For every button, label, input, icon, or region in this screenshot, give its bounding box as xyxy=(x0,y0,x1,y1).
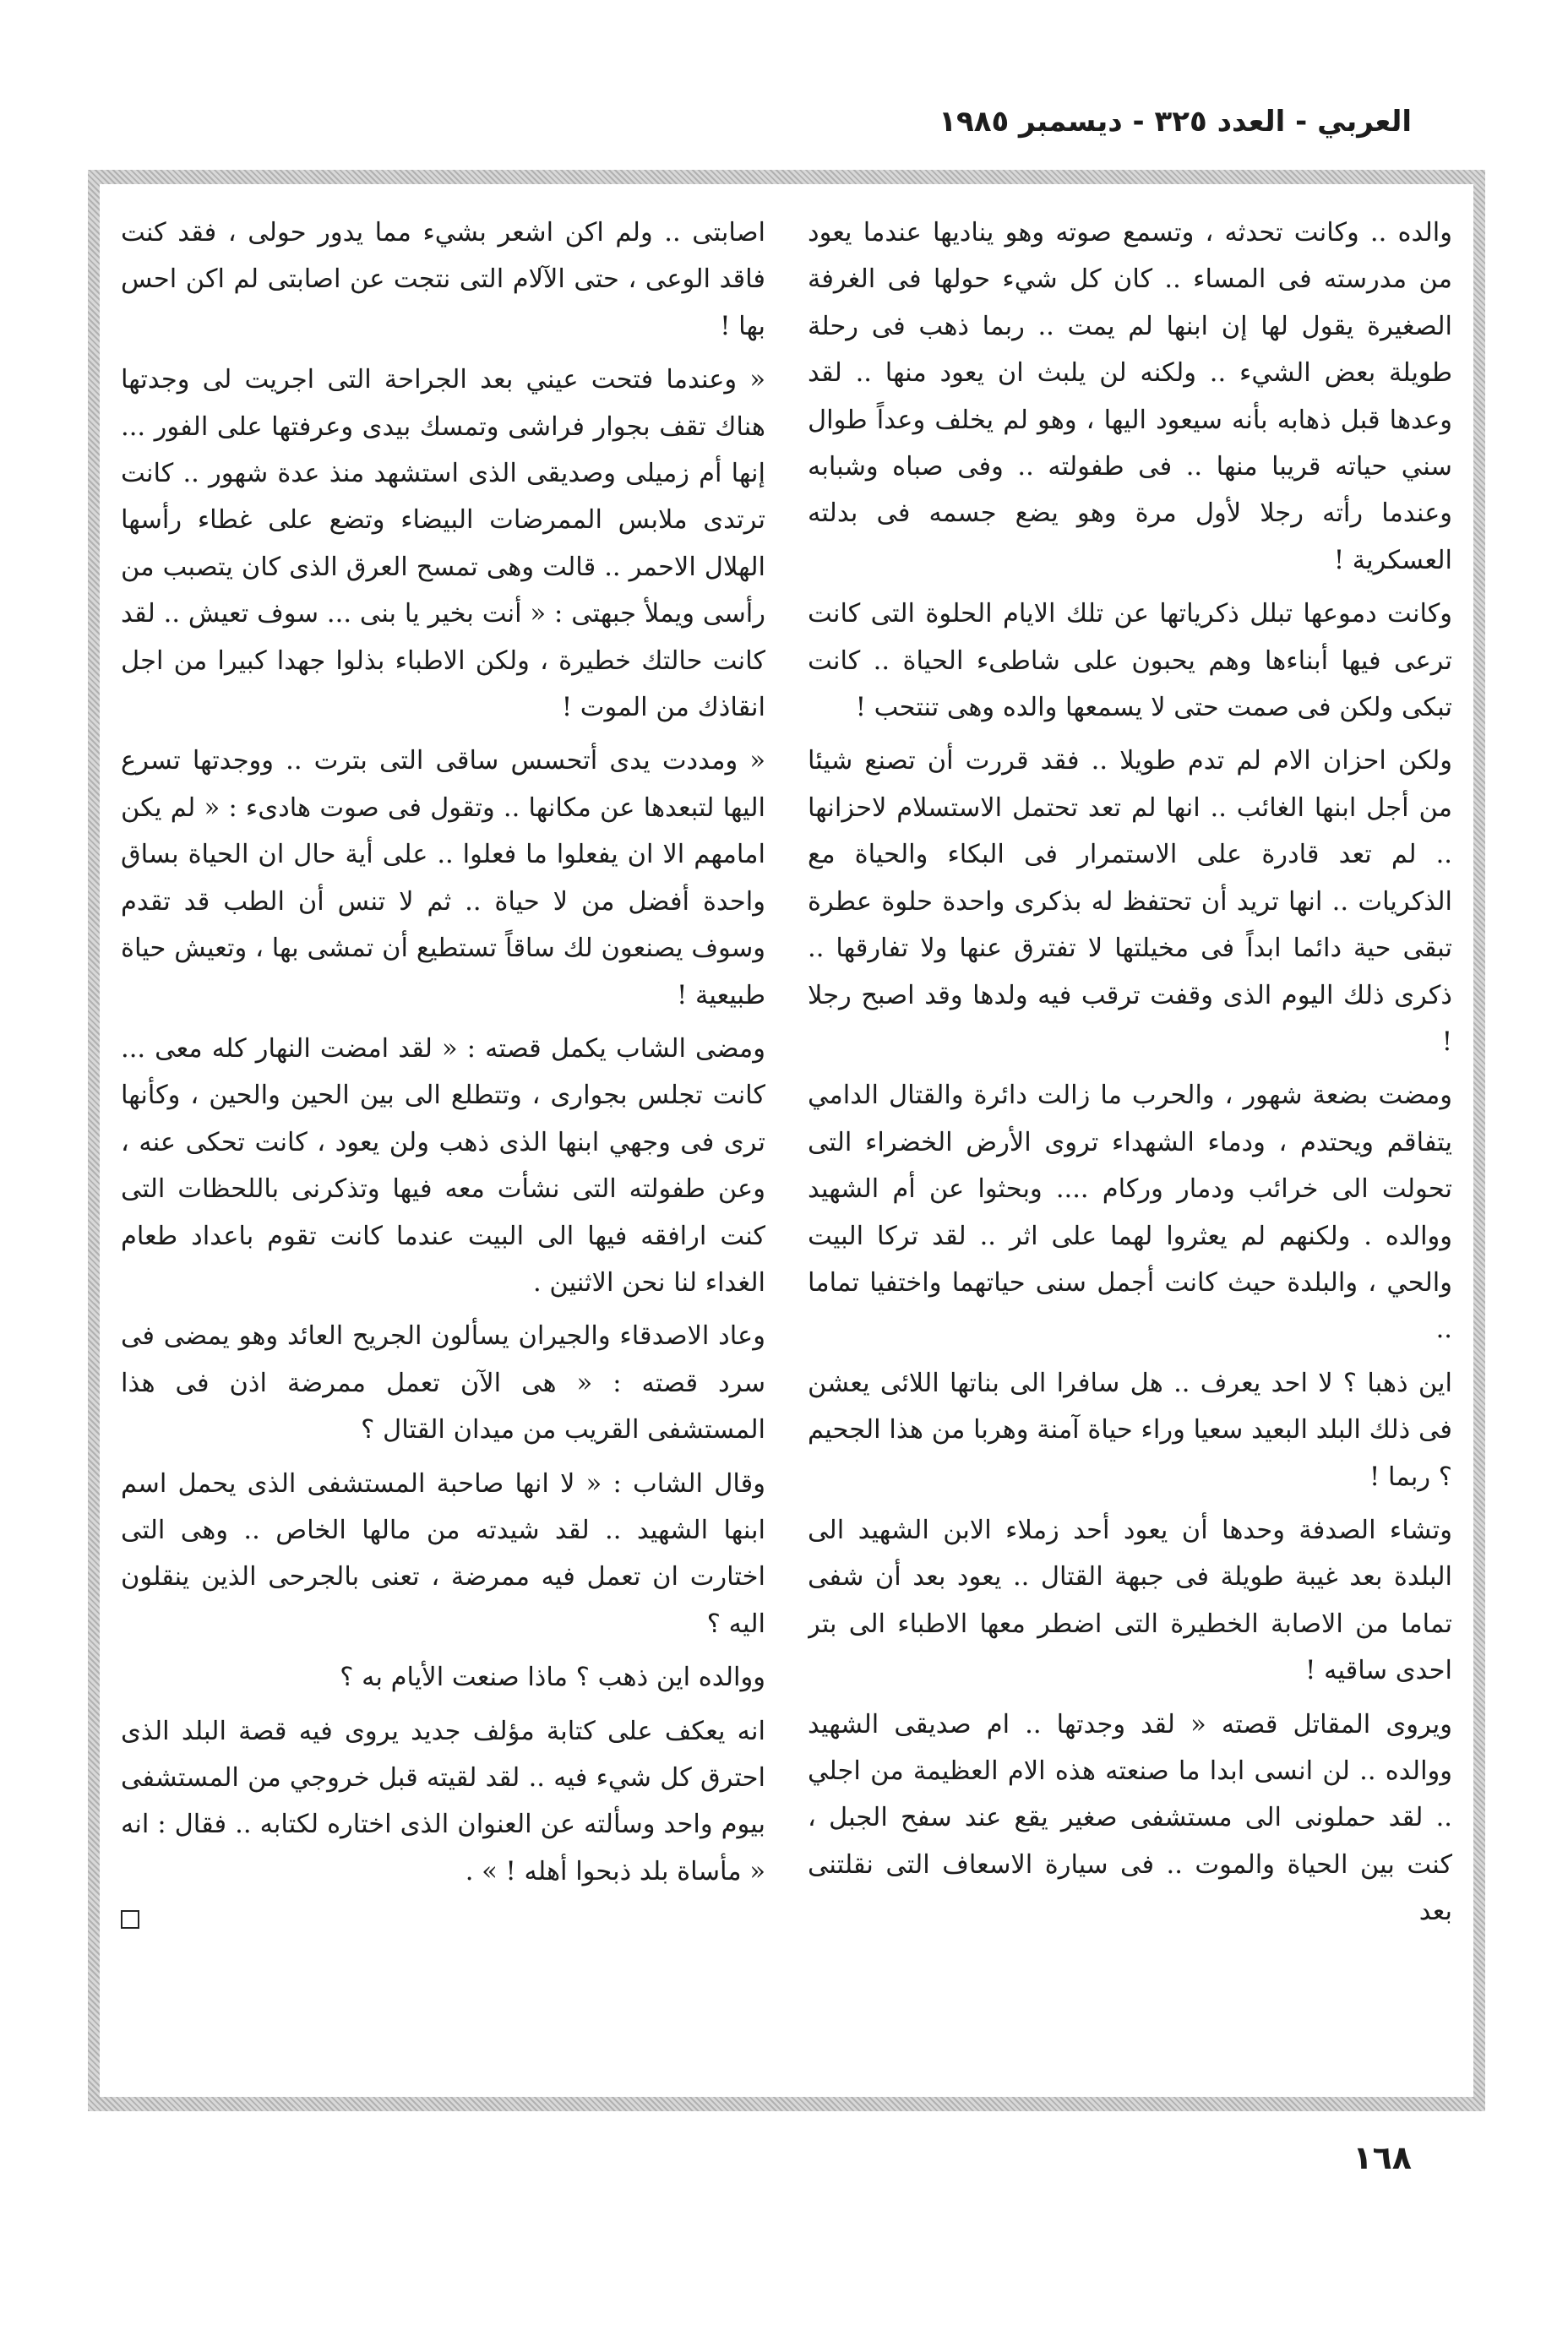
paragraph: وعاد الاصدقاء والجيران يسألون الجريح العائد وهو يمضى فى سرد قصته : « هى الآن تعمل ممرضة اذن فى هذا المستشفى القريب من ميدان القتال ؟ xyxy=(121,1321,765,1446)
paragraph: وتشاء الصدفة وحدها أن يعود أحد زملاء الابن الشهيد الى البلدة بعد غيبة طويلة فى جبهة القتال .. يعود بعد أن شفى تماما من الاصابة الخطيرة التى اضطر معها الاطباء الى بتر احدى ساقيه ! xyxy=(808,1515,1452,1686)
page-header: العربي - العدد ٣٢٥ - ديسمبر ١٩٨٥ xyxy=(939,105,1412,139)
paragraph: والده .. وكانت تحدثه ، وتسمع صوته وهو يناديها عندما يعود من مدرسته فى المساء .. كان كل شيء حولها فى الغرفة الصغيرة يقول لها إن ابنها لم يمت .. ربما ذهب فى رحلة طويلة بعض الشيء .. ولكنه لن يلبث ان يعود منها .. لقد وعدها قبل ذهابه بأنه سيعود اليها ، وهو لم يخلف وعداً طوال سني حياته قريبا منها .. فى طفولته .. وفى صباه وشبابه وعندما رأته رجلا لأول مرة وهو يضع جسمه فى بدلته العسكرية ! xyxy=(808,218,1452,575)
paragraph: وكانت دموعها تبلل ذكرياتها عن تلك الايام الحلوة التى كانت ترعى فيها أبناءها وهم يحبون على شاطىء الحياة .. كانت تبكى ولكن فى صمت حتى لا يسمعها والده وهى تنتحب ! xyxy=(808,599,1452,723)
left-column xyxy=(121,210,765,2080)
paragraph: ويروى المقاتل قصته « لقد وجدتها .. ام صديقى الشهيد ووالده .. لن انسى ابدا ما صنعته هذه الام العظيمة من اجلي .. لقد حملونى الى مستشفى صغير يقع عند سفح الجبل ، كنت بين الحياة والموت .. فى سيارة الاسعاف التى نقلتنى بعد xyxy=(808,1709,1452,1927)
paragraph: انه يعكف على كتابة مؤلف جديد يروى فيه قصة البلد الذى احترق كل شيء فيه .. لقد لقيته قبل خروجي من المستشفى بيوم واحد وسألته عن العنوان الذى اختاره لكتابه .. فقال : انه « مأساة بلد ذبحوا أهله ! » . xyxy=(121,1716,765,1886)
article-frame xyxy=(88,170,1485,2111)
paragraph: اين ذهبا ؟ لا احد يعرف .. هل سافرا الى بناتها اللائى يعشن فى ذلك البلد البعيد سعيا وراء حياة آمنة وهربا من هذا الجحيم ؟ ربما ! xyxy=(808,1368,1452,1492)
paragraph: ولكن احزان الام لم تدم طويلا .. فقد قررت أن تصنع شيئا من أجل ابنها الغائب .. انها لم تعد تحتمل الاستسلام لاحزانها .. لم تعد قادرة على الاستمرار فى البكاء والحياة مع الذكريات .. انها تريد أن تحتفظ له بذكرى واحدة حلوة عطرة تبقى حية دائما ابداً فى مخيلتها لا تفترق عنها ولا تفارقها .. ذكرى ذلك اليوم الذى وقفت ترقب فيه ولدها وقد اصبح رجلا ! xyxy=(808,746,1452,1057)
paragraph: وقال الشاب : « لا انها صاحبة المستشفى الذى يحمل اسم ابنها الشهيد .. لقد شيدته من مالها الخاص .. وهى التى اختارت ان تعمل فيه ممرضة ، تعنى بالجرحى الذين ينقلون اليه ؟ xyxy=(121,1468,765,1639)
paragraph: « وعندما فتحت عيني بعد الجراحة التى اجريت لى وجدتها هناك تقف بجوار فراشى وتمسك بيدى وعرفتها على الفور ... إنها أم زميلى وصديقى الذى استشهد منذ عدة شهور .. كانت ترتدى ملابس الممرضات البيضاء وتضع على غطاء رأسها الهلال الاحمر .. قالت وهى تمسح العرق الذى كان يتصبب من رأسى ويملأ جبهتى : « أنت بخير يا بنى ... سوف تعيش .. لقد كانت حالتك خطيرة ، ولكن الاطباء بذلوا جهدا كبيرا من اجل انقاذك من الموت ! xyxy=(121,365,765,723)
end-square-icon xyxy=(121,1910,139,1929)
right-column xyxy=(808,210,1452,2080)
article-body xyxy=(100,184,1473,2097)
paragraph: « ومددت يدى أتحسس ساقى التى بترت .. ووجدتها تسرع اليها لتبعدها عن مكانها .. وتقول فى صوت هادىء : « لم يكن امامهم الا ان يفعلوا ما فعلوا .. على أية حال ان الحياة بساق واحدة أفضل من لا حياة .. ثم لا تنس أن الطب قد تقدم وسوف يصنعون لك ساقاً تستطيع أن تمشى بها ، وتعيش حياة طبيعية ! xyxy=(121,746,765,1010)
paragraph: ومضى الشاب يكمل قصته : « لقد امضت النهار كله معى ... كانت تجلس بجوارى ، وتتطلع الى بين الحين والحين ، وكأنها ترى فى وجهي ابنها الذى ذهب ولن يعود ، كانت تحكى عنه ، وعن طفولته التى نشأت معه فيها وتذكرنى باللحظات التى كنت ارافقه فيها الى البيت عندما كانت تقوم باعداد طعام الغداء لنا نحن الاثنين . xyxy=(121,1033,765,1298)
end-of-article xyxy=(121,1895,765,1941)
paragraph: ووالده اين ذهب ؟ ماذا صنعت الأيام به ؟ xyxy=(340,1663,765,1693)
page-number: ١٦٨ xyxy=(1353,2139,1412,2176)
paragraph: ومضت بضعة شهور ، والحرب ما زالت دائرة والقتال الدامي يتفاقم ويحتدم ، ودماء الشهداء تروى الأرض الخضراء التى تحولت الى خرائب ودمار وركام .... وبحثوا عن أم الشهيد ووالده . ولكنهم لم يعثروا لهما على اثر .. لقد تركا البيت والحي ، والبلدة حيث كانت أجمل سنى حياتهما واختفيا تماما .. xyxy=(808,1081,1452,1345)
paragraph: اصابتى .. ولم اكن اشعر بشيء مما يدور حولى ، فقد كنت فاقد الوعى ، حتى الآلام التى نتجت عن اصابتى لم اكن احس بها ! xyxy=(121,218,765,341)
